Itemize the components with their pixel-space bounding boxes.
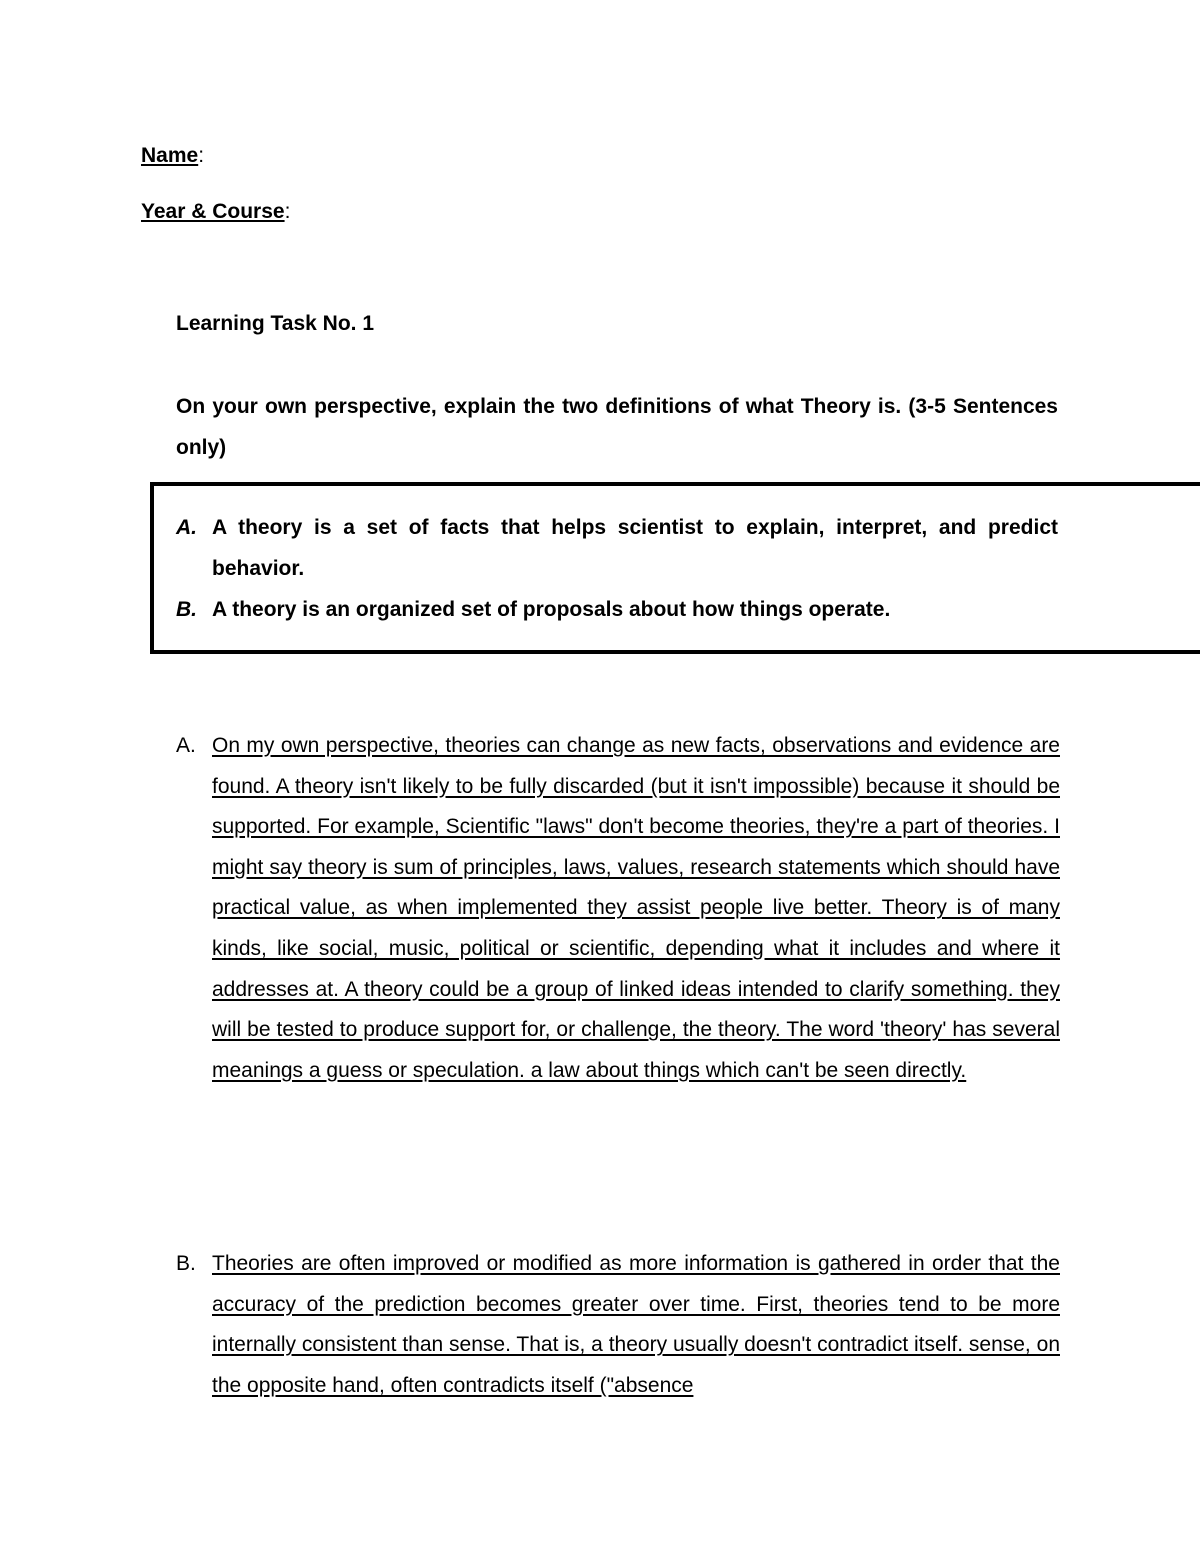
- definitions-list: [176, 507, 1058, 630]
- definition-item-a: [176, 507, 1058, 589]
- task-title: Learning Task No. 1: [176, 312, 374, 335]
- answer-text: On my own perspective, theories can change as new facts, observations and evidence are found. A theory isn't likely to be fully discarded (but it isn't impossible) because it should be supported. For example, Scientific "laws" don't become theories, they're a part of theories. I might say theory is sum of principles, laws, values, research statements which should have practical value, as when implemented they assist people live better. Theory is of many kinds, like social, music, political or scientific, depending what it includes and where it addresses at. A theory could be a group of linked ideas intended to clarify something. they will be tested to produce support for, or challenge, the theory. The word 'theory' has several meanings a guess or speculation. a law about things which can't be seen directly.: [212, 734, 1060, 1082]
- answer-marker: A.: [176, 734, 196, 757]
- definition-marker: A.: [176, 516, 197, 539]
- year-course-colon: :: [284, 200, 291, 223]
- answer-marker: B.: [176, 1252, 196, 1275]
- name-label: Name: [141, 144, 199, 167]
- answer-b: [176, 1244, 1060, 1406]
- year-course-label: Year & Course: [141, 200, 285, 223]
- name-field-line: [141, 143, 204, 169]
- definition-text: A theory is an organized set of proposals about how things operate.: [212, 598, 891, 621]
- answer-text: Theories are often improved or modified as more information is gathered in order that the accuracy of the prediction becomes greater over time. First, theories tend to be more internally consistent than sense. That is, a theory usually doesn't contradict itself. sense, on the opposite hand, often contradicts itself ("absence: [212, 1252, 1060, 1397]
- answer-a: [176, 726, 1060, 1091]
- task-question: On your own perspective, explain the two definitions of what Theory is. (3-5 Sentences only): [176, 395, 1058, 459]
- definition-marker: B.: [176, 598, 197, 621]
- definition-item-b: [176, 589, 1058, 630]
- definition-text: A theory is a set of facts that helps scientist to explain, interpret, and predict behavior.: [212, 516, 1058, 580]
- year-course-field-line: [141, 199, 290, 225]
- name-colon: :: [198, 144, 205, 167]
